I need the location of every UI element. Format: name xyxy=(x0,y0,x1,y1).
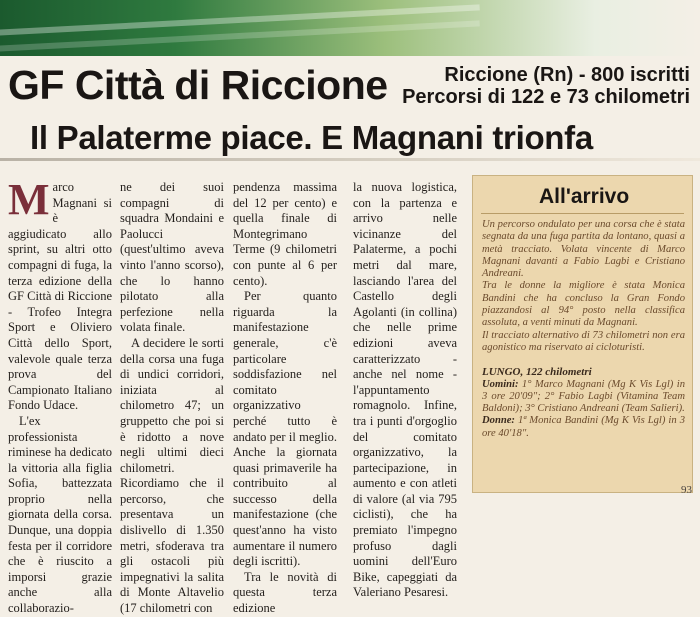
sidebar-divider xyxy=(481,213,684,214)
article-column-3 xyxy=(233,180,337,617)
paragraph: ne dei suoi compagni di squadra Mondaini e Paolucci (quest'ultimo aveva vinto l'anno scorso), che lo hanno pilotato alla perfezione nella volata finale. xyxy=(120,180,224,335)
paragraph: Tra le novità di questa terza edizione xyxy=(233,569,337,616)
location-line: Riccione (Rn) - 800 iscritti xyxy=(444,64,690,86)
divider xyxy=(0,158,700,161)
article-column-1 xyxy=(8,180,112,617)
sidebar-title: All'arrivo xyxy=(539,185,630,208)
paragraph: la nuova logistica, con la partenza e arrivo nelle vicinanze del Palaterme, a pochi metri dal mare, lasciando l'area del Castello degli Agolanti (in collina) che nelle prime edizioni aveva caratterizzato - anche nel nome - l'appuntamento romagnolo. Infine, tra i punti d'orgoglio del comitato organizzativo, la partecipazione, in aumento e con atleti di valore (al via 795 ciclisti), che ha premiato l'impegno profuso dagli uomini dell'Euro Bike, capeggiati da Valeriano Pesaresi. xyxy=(353,180,457,600)
sidebar-paragraph: Tra le donne la migliore è stata Monica Bandini che ha concluso la Gran Fondo piazzandosi al 94° posto nella classifica assoluta, a venti minuti da Magnani. xyxy=(482,280,685,329)
event-info xyxy=(402,64,690,108)
results-sidebar xyxy=(472,175,693,493)
results-women: Donne: 1ª Monica Bandini (Mg K Vis Lgl) in 3 ore 40'18". xyxy=(482,415,685,439)
page-number: 93 xyxy=(681,484,692,496)
article-column-2 xyxy=(120,180,224,617)
results-heading: LUNGO, 122 chilometri xyxy=(482,366,592,379)
results-men: Uomini: 1° Marco Magnani (Mg K Vis Lgl) in 3 ore 20'09"; 2° Fabio Lagbi (Vitamina Team Baldoni); 3° Cristiano Andreani (Team Salieri). xyxy=(482,378,685,415)
drop-cap: M xyxy=(8,180,50,224)
sidebar-body xyxy=(482,219,685,440)
paragraph: Marco Magnani si è aggiudicato allo sprint, su altri otto compagni di fuga, la terza edizione della GF Città di Riccione - Trofeo Integra Sport e Oliviero Città dello Sport, valevole quale terza prova del Campionato Italiano Fondo Udace. xyxy=(8,180,112,413)
article-title: GF Città di Riccione xyxy=(8,62,388,108)
sidebar-paragraph: Un percorso ondulato per una corsa che è stata segnata da una fuga partita da lontano, quasi a metà tracciato. Volata vincente di Marco Magnani davanti a Fabio Lagbi e Cristiano Andreani. xyxy=(482,219,685,280)
sidebar-paragraph: Il tracciato alternativo di 73 chilometri non era agonistico ma riservato ai cicloturisti. xyxy=(482,329,685,353)
paragraph: Per quanto riguarda la manifestazione generale, c'è particolare soddisfazione nel comitato organizzativo perché tutto è andato per il meglio. Anche la giornata quasi primaverile ha contribuito al successo della manifestazione (che quest'anno ha visto aumentare il numero degli iscritti). xyxy=(233,289,337,569)
article-strapline: Il Palaterme piace. E Magnani trionfa xyxy=(30,119,593,156)
paragraph: A decidere le sorti della corsa una fuga di undici corridori, iniziata al chilometro 47; un gruppetto che poi si è ridotto a nove negli ultimi dieci chilometri. Ricordiamo che il percorso, che presentava un dislivello di 1.350 metri, sfoderava tra gli ostacoli più impegnativi la salita di Monte Altavelio (17 chilometri con xyxy=(120,335,224,616)
paragraph: pendenza massima del 12 per cento) e quella finale di Montegrimano Terme (9 chilometri con punte al 6 per cento). xyxy=(233,180,337,288)
decorative-photo-band xyxy=(0,0,700,56)
article-column-4 xyxy=(353,180,457,601)
paragraph: L'ex professionista riminese ha dedicato la vittoria alla figlia Sofia, battezzata proprio nella giornata della corsa. Dunque, una doppia festa per il corridore che è riuscito a imporsi grazie anche alla collaborazio- xyxy=(8,413,112,616)
routes-line: Percorsi di 122 e 73 chilometri xyxy=(402,86,690,108)
